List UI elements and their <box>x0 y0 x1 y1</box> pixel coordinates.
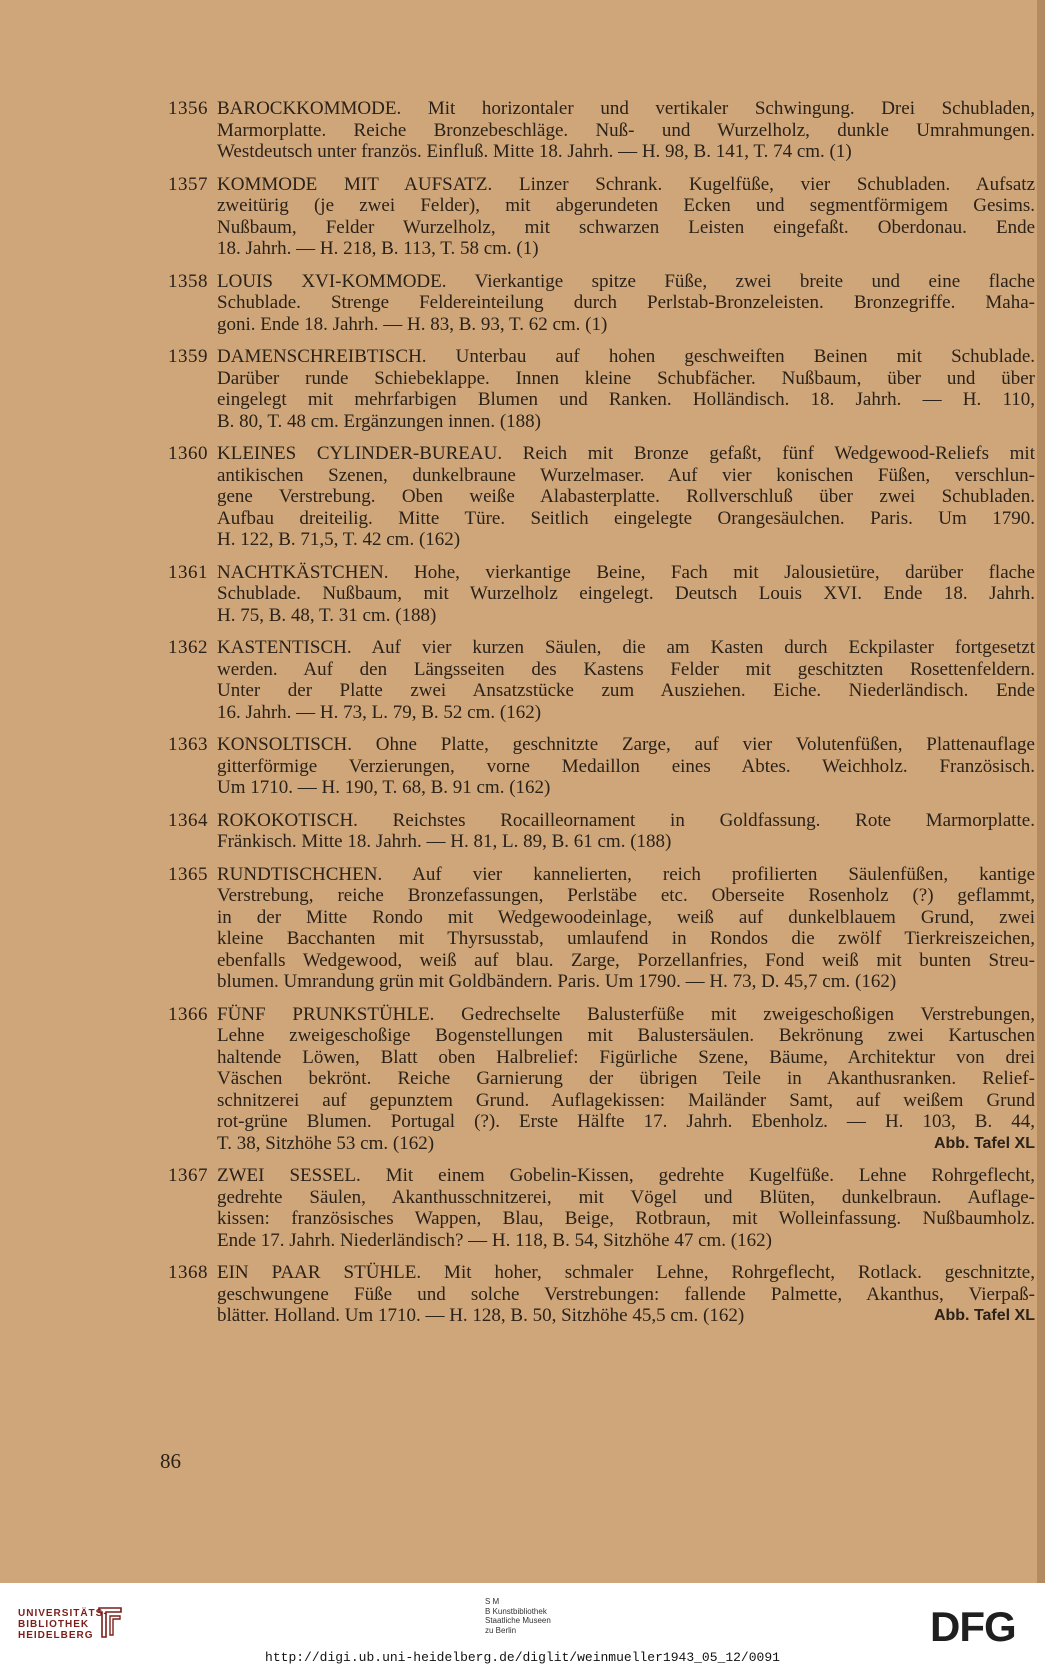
entry-number: 1357 <box>168 173 208 195</box>
entry-line: in der Mitte Rondo mit Wedgewoodeinlage, weiß auf dunkelblauem Grund, zwei <box>217 906 1035 928</box>
entry-line: RUNDTISCHCHEN. Auf vier kannelierten, reich profilierten Säulenfüßen, kantige <box>217 863 1035 885</box>
entry-line: ZWEI SESSEL. Mit einem Gobelin-Kissen, gedrehte Kugelfüße. Lehne Rohrgeflecht, <box>217 1165 1035 1186</box>
page-number: 86 <box>160 1449 181 1473</box>
entry-description <box>217 1165 1035 1251</box>
entry-number: 1364 <box>168 809 208 831</box>
catalog-entry <box>160 271 1035 336</box>
catalog-entry <box>160 443 1035 551</box>
stamp-line-1: S M <box>485 1597 500 1606</box>
entry-number: 1365 <box>168 863 208 885</box>
entry-line: antikischen Szenen, dunkelbraune Wurzelmaser. Auf vier konischen Füßen, verschlun- <box>217 464 1035 486</box>
entry-line: Ende 17. Jahrh. Niederländisch? — H. 118, B. 54, Sitzhöhe 47 cm. (162) <box>217 1229 772 1251</box>
entry-line: EIN PAAR STÜHLE. Mit hoher, schmaler Lehne, Rohrgeflecht, Rotlack. geschnitzte, <box>217 1262 1035 1283</box>
entry-number: 1360 <box>168 443 208 464</box>
entry-line: kissen: französisches Wappen, Blau, Beige, Rotbraun, mit Wolleinfassung. Nußbaumholz. <box>217 1208 1035 1229</box>
catalog-entry <box>160 1262 1035 1327</box>
entry-line: KOMMODE MIT AUFSATZ. Linzer Schrank. Kugelfüße, vier Schubladen. Aufsatz <box>217 173 1035 195</box>
entry-line: zweitürig (je zwei Felder), mit abgerundeten Ecken und segmentförmigem Gesims. <box>217 195 1035 216</box>
entry-number: 1367 <box>168 1165 208 1186</box>
entry-line: Schublade. Nußbaum, mit Wurzelholz eingelegt. Deutsch Louis XVI. Ende 18. Jahrh. <box>217 583 1035 604</box>
entry-line: Um 1710. — H. 190, T. 68, B. 91 cm. (162) <box>217 777 551 798</box>
catalog-entries <box>160 98 1035 1338</box>
museum-stamp <box>485 1597 551 1635</box>
entry-number: 1366 <box>168 1003 208 1025</box>
entry-line <box>217 1133 1035 1155</box>
entry-description <box>217 174 1035 260</box>
entry-line: Marmorplatte. Reiche Bronzebeschläge. Nuß- und Wurzelholz, dunkle Umrahmungen. <box>217 119 1035 141</box>
stamp-line-4: zu Berlin <box>485 1625 517 1635</box>
entry-description <box>217 810 1035 853</box>
entry-line: Lehne zweigeschoßige Bogenstellungen mit Balustersäulen. Bekrönung zwei Kartuschen <box>217 1025 1035 1046</box>
catalog-entry <box>160 562 1035 627</box>
entry-line: rot-grüne Blumen. Portugal (?). Erste Hälfte 17. Jahrh. Ebenholz. — H. 103, B. 44, <box>217 1111 1035 1132</box>
entry-description <box>217 562 1035 627</box>
entry-line: gene Verstrebung. Oben weiße Alabasterplatte. Rollverschluß über zwei Schubladen. <box>217 486 1035 507</box>
library-name-line-3: HEIDELBERG <box>18 1630 94 1641</box>
entry-line: schnitzerei auf gepunztem Grund. Auflagekissen: Mailänder Samt, auf weißem Grund <box>217 1089 1035 1111</box>
library-name-line-1: UNIVERSITÄTS- <box>18 1608 108 1619</box>
entry-description <box>217 1262 1035 1327</box>
entry-number: 1361 <box>168 561 208 583</box>
entry-description <box>217 864 1035 993</box>
entry-line: H. 75, B. 48, T. 31 cm. (188) <box>217 604 437 626</box>
plate-reference: Abb. Tafel XL <box>933 1307 1035 1324</box>
catalog-entry <box>160 1004 1035 1155</box>
entry-line: KASTENTISCH. Auf vier kurzen Säulen, die am Kasten durch Eckpilaster fortgesetzt <box>217 637 1035 658</box>
catalog-entry <box>160 810 1035 853</box>
entry-line: Aufbau dreiteilig. Mitte Türe. Seitlich eingelegte Orangesäulchen. Paris. Um 1790. <box>217 507 1035 529</box>
entry-line: gedrehte Säulen, Akanthusschnitzerei, mit Vögel und Blüten, dunkelbraun. Auflage- <box>217 1186 1035 1208</box>
entry-line: werden. Auf den Längsseiten des Kastens Felder mit geschitzten Rosettenfeldern. <box>217 658 1035 680</box>
entry-description <box>217 1004 1035 1155</box>
entry-line: 16. Jahrh. — H. 73, L. 79, B. 52 cm. (162) <box>217 701 542 723</box>
page-edge <box>1037 0 1045 1583</box>
library-emblem-icon <box>96 1604 124 1640</box>
entry-line: KLEINES CYLINDER-BUREAU. Reich mit Bronze gefaßt, fünf Wedgewood-Reliefs mit <box>217 443 1035 464</box>
entry-line: BAROCKKOMMODE. Mit horizontaler und vertikaler Schwingung. Drei Schubladen, <box>217 98 1035 119</box>
library-name-line-2: BIBLIOTHEK <box>18 1619 90 1630</box>
entry-line: Fränkisch. Mitte 18. Jahrh. — H. 81, L. 89, B. 61 cm. (188) <box>217 831 672 852</box>
entry-number: 1368 <box>168 1262 208 1283</box>
catalog-entry <box>160 1165 1035 1251</box>
entry-line-text: T. 38, Sitzhöhe 53 cm. (162) <box>217 1132 435 1154</box>
entry-line: FÜNF PRUNKSTÜHLE. Gedrechselte Balusterfüße mit zweigeschoßigen Verstrebungen, <box>217 1003 1035 1025</box>
entry-line: Schublade. Strenge Feldereinteilung durch Perlstab-Bronzeleisten. Bronzegriffe. Maha- <box>217 292 1035 313</box>
entry-line: Westdeutsch unter französ. Einfluß. Mitte 18. Jahrh. — H. 98, B. 141, T. 74 cm. (1) <box>217 141 852 162</box>
plate-reference: Abb. Tafel XL <box>933 1134 1035 1152</box>
stamp-line-2: B Kunstbibliothek <box>485 1606 547 1616</box>
entry-line: 18. Jahrh. — H. 218, B. 113, T. 58 cm. (1) <box>217 238 539 259</box>
entry-line: H. 122, B. 71,5, T. 42 cm. (162) <box>217 529 461 550</box>
catalog-entry <box>160 174 1035 260</box>
entry-line: geschwungene Füße und solche Verstrebungen: fallende Palmette, Akanthus, Vierpaß- <box>217 1283 1035 1305</box>
entry-line: LOUIS XVI-KOMMODE. Vierkantige spitze Füße, zwei breite und eine flache <box>217 270 1035 292</box>
stamp-line-3: Staatliche Museen <box>485 1616 551 1625</box>
entry-line: Verstrebung, reiche Bronzefassungen, Perlstäbe etc. Oberseite Rosenholz (?) geflammt, <box>217 885 1035 906</box>
entry-number: 1358 <box>168 270 208 292</box>
entry-line: goni. Ende 18. Jahrh. — H. 83, B. 93, T. 62 cm. (1) <box>217 313 608 335</box>
university-library-logo[interactable] <box>18 1608 108 1641</box>
entry-line: eingelegt mit mehrfarbigen Blumen und Ranken. Holländisch. 18. Jahrh. — H. 110, <box>217 389 1035 410</box>
entry-number: 1359 <box>168 346 208 367</box>
entry-description <box>217 98 1035 163</box>
entry-line: Väschen bekrönt. Reiche Garnierung der übrigen Teile in Akanthusranken. Relief- <box>217 1068 1035 1089</box>
entry-number: 1362 <box>168 637 208 658</box>
entry-description <box>217 271 1035 336</box>
entry-description <box>217 443 1035 551</box>
entry-line-text: blätter. Holland. Um 1710. — H. 128, B. 50, Sitzhöhe 45,5 cm. (162) <box>217 1305 745 1326</box>
catalog-entry <box>160 346 1035 432</box>
catalog-entry <box>160 864 1035 993</box>
entry-description <box>217 346 1035 432</box>
dfg-logo[interactable]: DFG <box>930 1603 1016 1650</box>
entry-description <box>217 637 1035 723</box>
catalog-entry <box>160 98 1035 163</box>
entry-line: NACHTKÄSTCHEN. Hohe, vierkantige Beine, Fach mit Jalousietüre, darüber flache <box>217 561 1035 583</box>
entry-line: blumen. Umrandung grün mit Goldbändern. Paris. Um 1790. — H. 73, D. 45,7 cm. (162) <box>217 971 897 992</box>
catalog-entry <box>160 734 1035 799</box>
entry-number: 1363 <box>168 734 208 755</box>
source-url-link[interactable]: http://digi.ub.uni-heidelberg.de/diglit/weinmueller1943_05_12/0091 <box>265 1650 780 1665</box>
entry-line: Unter der Platte zwei Ansatzstücke zum Ausziehen. Eiche. Niederländisch. Ende <box>217 680 1035 701</box>
entry-line: KONSOLTISCH. Ohne Platte, geschnitzte Zarge, auf vier Volutenfüßen, Plattenauflage <box>217 734 1035 755</box>
entry-line: Darüber runde Schiebeklappe. Innen kleine Schubfächer. Nußbaum, über und über <box>217 367 1035 389</box>
entry-line: DAMENSCHREIBTISCH. Unterbau auf hohen geschweiften Beinen mit Schublade. <box>217 346 1035 367</box>
entry-line <box>217 1305 1035 1327</box>
catalog-entry <box>160 637 1035 723</box>
entry-line: haltende Löwen, Blatt oben Halbrelief: Figürliche Szene, Bäume, Architektur von drei <box>217 1046 1035 1068</box>
entry-description <box>217 734 1035 799</box>
entry-line: Nußbaum, Felder Wurzelholz, mit schwarzen Leisten eingefaßt. Oberdonau. Ende <box>217 216 1035 238</box>
entry-number: 1356 <box>168 98 208 119</box>
entry-line: ebenfalls Wedgewood, weiß auf blau. Zarge, Porzellanfries, Fond weiß mit bunten Streu- <box>217 949 1035 971</box>
entry-line: B. 80, T. 48 cm. Ergänzungen innen. (188) <box>217 410 541 432</box>
entry-line: kleine Bacchanten mit Thyrsusstab, umlaufend in Rondos die zwölf Tierkreiszeichen, <box>217 928 1035 949</box>
entry-line: ROKOKOTISCH. Reichstes Rocailleornament in Goldfassung. Rote Marmorplatte. <box>217 809 1035 831</box>
entry-line: gitterförmige Verzierungen, vorne Medaillon eines Abtes. Weichholz. Französisch. <box>217 755 1035 777</box>
